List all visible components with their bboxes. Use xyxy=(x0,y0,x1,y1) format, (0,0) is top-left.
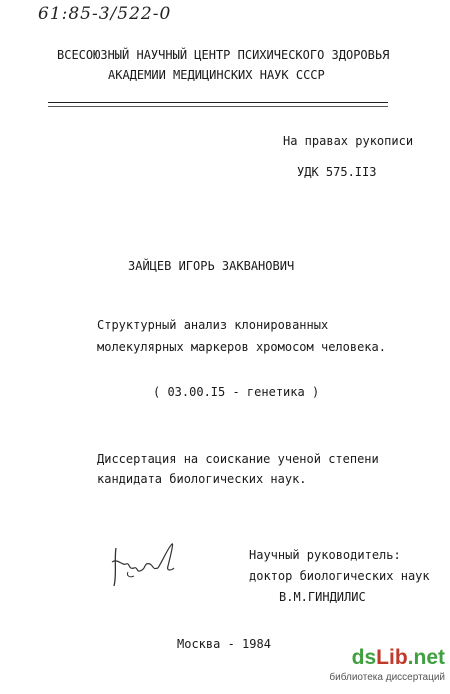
watermark-ds: ds xyxy=(351,646,377,669)
institution-line-1: ВСЕСОЮЗНЫЙ НАУЧНЫЙ ЦЕНТР ПСИХИЧЕСКОГО ЗДОРОВЬЯ xyxy=(57,48,390,62)
author-name: ЗАЙЦЕВ ИГОРЬ ЗАКВАНОВИЧ xyxy=(128,259,295,273)
rights-notice: На правах рукописи xyxy=(283,134,414,148)
watermark-lib: Lib xyxy=(376,646,408,669)
watermark-tld: .net xyxy=(407,646,445,669)
dissertation-line-1: Диссертация на соискание ученой степени xyxy=(97,452,379,466)
dissertation-line-2: кандидата биологических наук. xyxy=(97,472,307,486)
title-line-1: Структурный анализ клонированных xyxy=(97,318,329,332)
udc-code: УДК 575.II3 xyxy=(297,165,377,179)
dslib-watermark[interactable] xyxy=(329,646,449,692)
archive-code: 61:85-3/522-0 xyxy=(38,4,172,24)
watermark-tagline: библиотека диссертаций xyxy=(329,672,445,683)
supervisor-name: В.М.ГИНДИЛИС xyxy=(279,590,366,604)
institution-line-2: АКАДЕМИИ МЕДИЦИНСКИХ НАУК СССР xyxy=(108,68,325,82)
supervisor-degree: доктор биологических наук xyxy=(249,569,430,583)
supervisor-label: Научный руководитель: xyxy=(249,548,401,562)
specialty-code: ( 03.00.I5 - генетика ) xyxy=(153,385,320,399)
heading-rule-top xyxy=(48,102,388,103)
title-line-2: молекулярных маркеров хромосом человека. xyxy=(97,340,386,354)
signature xyxy=(108,540,188,590)
city-year: Москва - 1984 xyxy=(177,637,271,651)
heading-rule-bottom xyxy=(48,106,388,107)
